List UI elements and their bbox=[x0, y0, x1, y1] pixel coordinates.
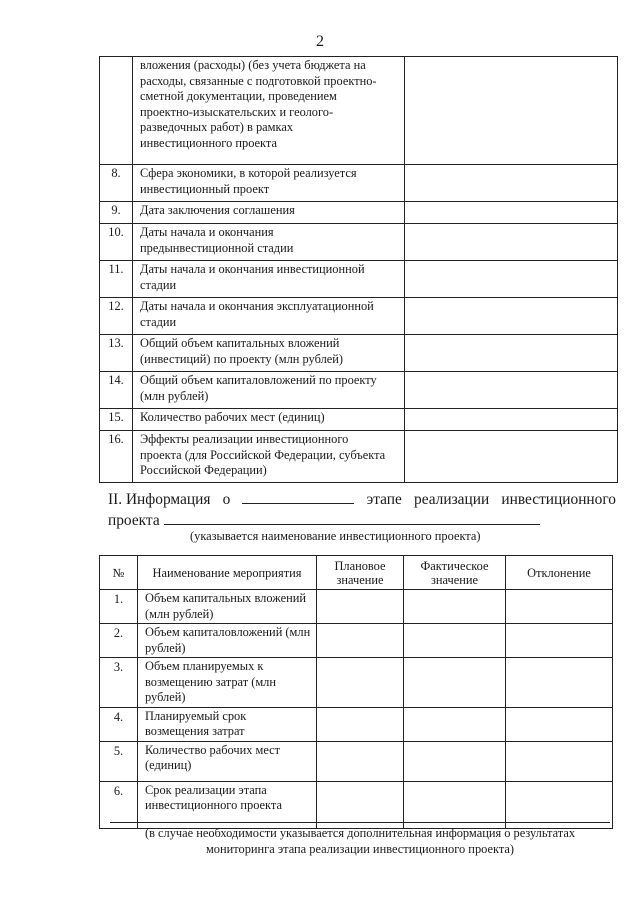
row-value-cell bbox=[405, 298, 618, 335]
row-number: 12. bbox=[100, 298, 133, 335]
column-header-actual: Фактическое значение bbox=[404, 556, 506, 590]
row-label: Даты начала и окончания эксплуатационной стадии bbox=[133, 298, 405, 335]
activity-name: Планируемый срок возмещения затрат bbox=[138, 707, 317, 741]
table-row bbox=[100, 781, 613, 828]
activity-name: Объем капиталовложений (млн рублей) bbox=[138, 624, 317, 658]
deviation-cell bbox=[506, 590, 613, 624]
row-label: Дата заключения соглашения bbox=[133, 202, 405, 224]
table-row bbox=[100, 431, 618, 483]
row-number: 13. bbox=[100, 335, 133, 372]
table-row bbox=[100, 590, 613, 624]
activity-name: Срок реализации этапа инвестиционного проекта bbox=[138, 781, 317, 828]
table-row bbox=[100, 298, 618, 335]
row-number: 9. bbox=[100, 202, 133, 224]
deviation-cell bbox=[506, 624, 613, 658]
row-number: 10. bbox=[100, 224, 133, 261]
planned-value-cell bbox=[317, 781, 404, 828]
project-name-blank-line bbox=[164, 512, 540, 525]
row-value-cell bbox=[405, 165, 618, 202]
actual-value-cell bbox=[404, 741, 506, 781]
table-row bbox=[100, 372, 618, 409]
row-value-cell bbox=[405, 431, 618, 483]
table-row bbox=[100, 261, 618, 298]
row-number bbox=[100, 57, 133, 165]
deviation-cell bbox=[506, 658, 613, 708]
planned-value-cell bbox=[317, 624, 404, 658]
planned-value-cell bbox=[317, 707, 404, 741]
deviation-cell bbox=[506, 741, 613, 781]
heading-word: реализации bbox=[414, 491, 490, 508]
table-row bbox=[100, 409, 618, 431]
planned-value-cell bbox=[317, 658, 404, 708]
activity-name: Объем планируемых к возмещению затрат (млн рублей) bbox=[138, 658, 317, 708]
heading-word: II. Информация bbox=[108, 491, 211, 508]
deviation-cell bbox=[506, 781, 613, 828]
heading-word: о bbox=[222, 491, 231, 508]
row-number: 3. bbox=[100, 658, 138, 708]
row-number: 16. bbox=[100, 431, 133, 483]
row-number: 2. bbox=[100, 624, 138, 658]
heading-word: этапе bbox=[366, 491, 402, 508]
row-number: 5. bbox=[100, 741, 138, 781]
row-value-cell bbox=[405, 372, 618, 409]
row-value-cell bbox=[405, 202, 618, 224]
column-header-planned: Плановое значение bbox=[317, 556, 404, 590]
row-value-cell bbox=[405, 224, 618, 261]
planned-value-cell bbox=[317, 590, 404, 624]
table-row bbox=[100, 658, 613, 708]
footnote-hint: (в случае необходимости указывается дополнительная информация о результатах мониторинга этапа реализации инвестиционного проекта) bbox=[144, 826, 576, 856]
table-row bbox=[100, 335, 618, 372]
row-number: 6. bbox=[100, 781, 138, 828]
row-label: Даты начала и окончания инвестиционной стадии bbox=[133, 261, 405, 298]
table-row bbox=[100, 165, 618, 202]
row-label: Общий объем капиталовложений по проекту (млн рублей) bbox=[133, 372, 405, 409]
row-label: вложения (расходы) (без учета бюджета на расходы, связанные с подготовкой проектно-сметной документации, проведением проектно-изыскательских и геолого-разведочных работ) в рамках инвестиционного проекта bbox=[133, 57, 405, 165]
heading-word: инвестиционного bbox=[501, 491, 616, 508]
row-value-cell bbox=[405, 409, 618, 431]
column-header-deviation: Отклонение bbox=[506, 556, 613, 590]
actual-value-cell bbox=[404, 781, 506, 828]
stage-info-table bbox=[99, 555, 613, 829]
table-row bbox=[100, 202, 618, 224]
row-value-cell bbox=[405, 335, 618, 372]
table-row bbox=[100, 57, 618, 165]
actual-value-cell bbox=[404, 658, 506, 708]
row-label: Общий объем капитальных вложений (инвестиций) по проекту (млн рублей) bbox=[133, 335, 405, 372]
table-header-row bbox=[100, 556, 613, 590]
table-row bbox=[100, 624, 613, 658]
row-value-cell bbox=[405, 57, 618, 165]
stage-blank-line bbox=[242, 491, 354, 504]
section-heading bbox=[108, 490, 616, 530]
project-name-hint: (указывается наименование инвестиционного проекта) bbox=[190, 529, 481, 543]
table-row bbox=[100, 224, 618, 261]
row-number: 4. bbox=[100, 707, 138, 741]
row-number: 8. bbox=[100, 165, 133, 202]
row-number: 11. bbox=[100, 261, 133, 298]
planned-value-cell bbox=[317, 741, 404, 781]
row-label: Эффекты реализации инвестиционного проекта (для Российской Федерации, субъекта Российской Федерации) bbox=[133, 431, 405, 483]
actual-value-cell bbox=[404, 590, 506, 624]
column-header-activity: Наименование мероприятия bbox=[138, 556, 317, 590]
heading-word: проекта bbox=[108, 512, 160, 529]
project-info-table bbox=[99, 56, 618, 483]
row-number: 1. bbox=[100, 590, 138, 624]
row-label: Сфера экономики, в которой реализуется инвестиционный проект bbox=[133, 165, 405, 202]
table-row bbox=[100, 741, 613, 781]
activity-name: Объем капитальных вложений (млн рублей) bbox=[138, 590, 317, 624]
actual-value-cell bbox=[404, 624, 506, 658]
table-row bbox=[100, 707, 613, 741]
page-number: 2 bbox=[316, 33, 324, 50]
row-number: 14. bbox=[100, 372, 133, 409]
row-label: Количество рабочих мест (единиц) bbox=[133, 409, 405, 431]
deviation-cell bbox=[506, 707, 613, 741]
footnote-rule bbox=[110, 822, 610, 823]
row-value-cell bbox=[405, 261, 618, 298]
actual-value-cell bbox=[404, 707, 506, 741]
row-label: Даты начала и окончания предынвестиционной стадии bbox=[133, 224, 405, 261]
column-header-number: № bbox=[100, 556, 138, 590]
activity-name: Количество рабочих мест (единиц) bbox=[138, 741, 317, 781]
row-number: 15. bbox=[100, 409, 133, 431]
